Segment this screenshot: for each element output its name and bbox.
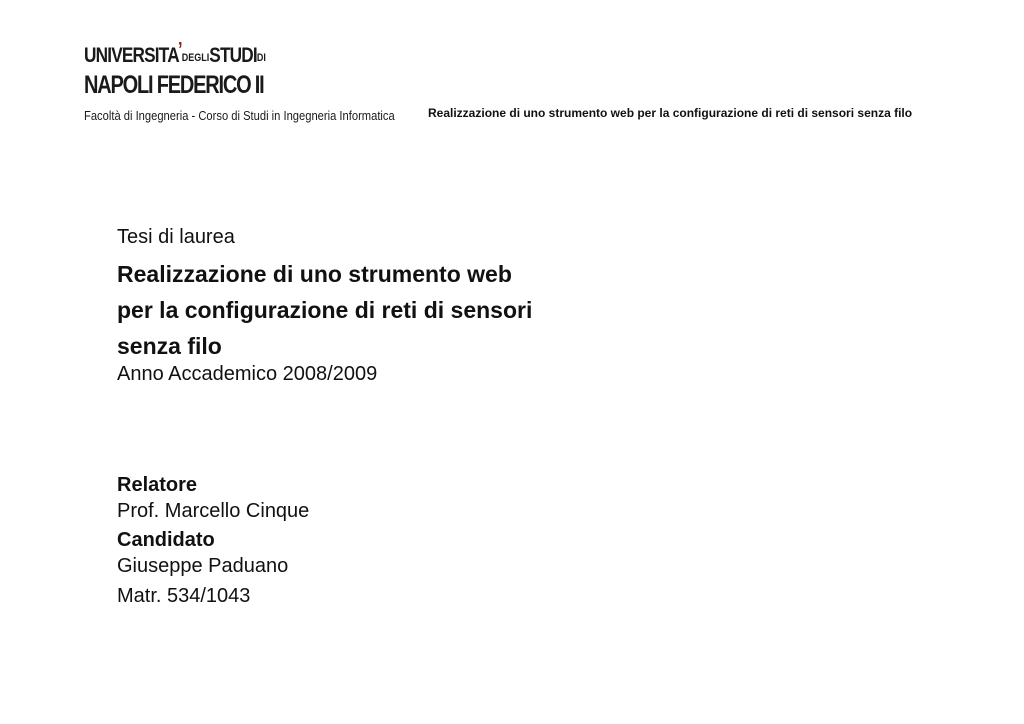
logo-apostrophe: ’ (177, 39, 182, 61)
logo-line-university (84, 39, 266, 68)
relatore-name: Prof. Marcello Cinque (117, 500, 310, 522)
thesis-title (117, 256, 597, 364)
thesis-type: Tesi di laurea (117, 226, 235, 248)
logo-line-faculty: Facoltà di Ingegneria - Corso di Studi in Ingegneria Informatica (84, 108, 395, 123)
university-logo (84, 39, 414, 130)
relatore-label: Relatore (117, 474, 198, 496)
header-title: Realizzazione di uno strumento web per la configurazione di reti di sensori senza filo (428, 106, 913, 120)
academic-year: Anno Accademico 2008/2009 (117, 363, 378, 385)
matricola: Matr. 534/1043 (117, 585, 251, 607)
candidato-label: Candidato (117, 529, 215, 551)
logo-text-studi: STUDI (209, 44, 257, 67)
logo-text-universita: UNIVERSITA (84, 44, 179, 67)
thesis-title-line: per la configurazione di reti di sensori (117, 297, 533, 323)
logo-text-di: DI (256, 52, 266, 64)
logo-text-degli: DEGLI (181, 52, 210, 64)
thesis-title-line: Realizzazione di uno strumento web (117, 261, 512, 287)
candidato-name: Giuseppe Paduano (117, 555, 289, 577)
thesis-title-line: senza filo (117, 333, 222, 359)
logo-line-napoli: NAPOLI FEDERICO II (84, 71, 264, 99)
